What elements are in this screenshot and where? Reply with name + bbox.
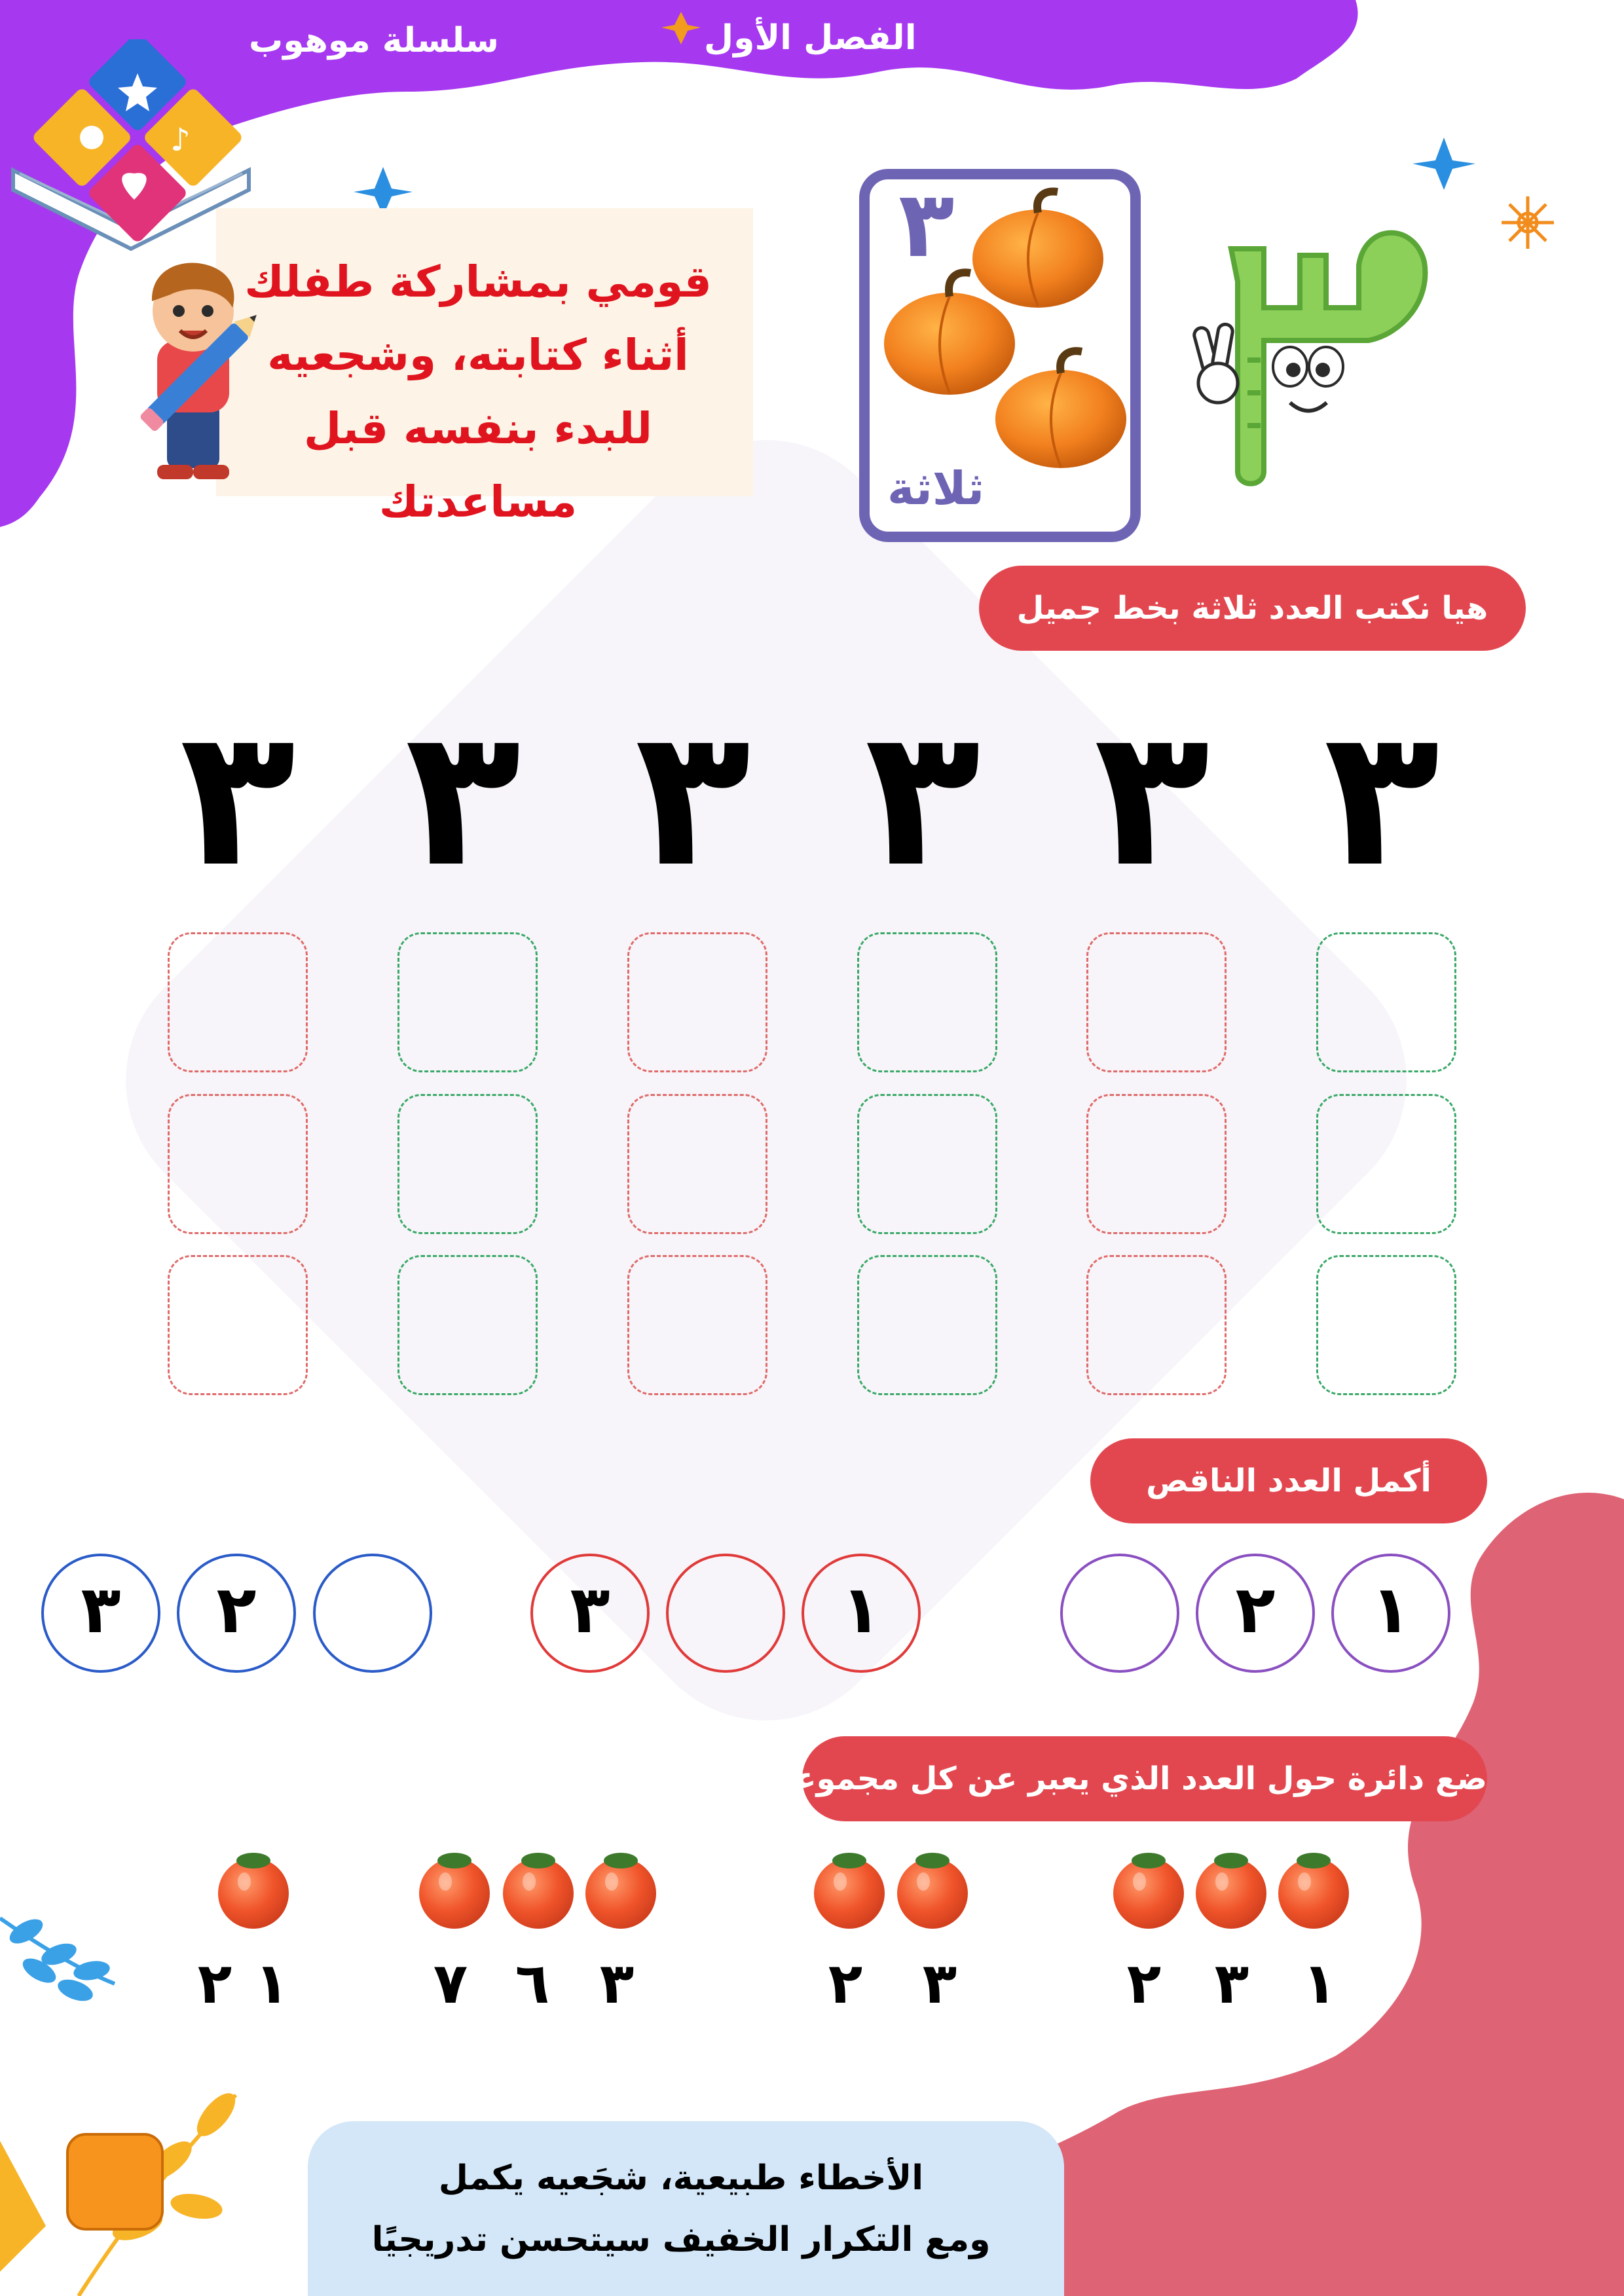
missing-number-circle[interactable] <box>313 1554 432 1673</box>
sequence-circle: ٢ <box>177 1554 296 1673</box>
answer-choice[interactable]: ٦ <box>515 1951 550 2016</box>
pumpkins-illustration <box>877 187 1139 475</box>
fruit-icon <box>218 1858 289 1929</box>
svg-text:♪: ♪ <box>170 122 191 158</box>
section-title-circle: ضع دائرة حول العدد الذي يعبر عن كل مجموعة <box>802 1736 1487 1821</box>
tracing-box[interactable] <box>627 1255 767 1395</box>
tracing-box[interactable] <box>168 1255 308 1395</box>
big-digit: ٣ <box>1094 688 1210 909</box>
fruit-icon <box>1113 1858 1184 1929</box>
number-three-character <box>1192 210 1467 491</box>
answer-choice[interactable]: ٧ <box>433 1951 468 2016</box>
tracing-box[interactable] <box>1316 932 1456 1072</box>
tracing-box[interactable] <box>627 1094 767 1234</box>
section-title-write: هيا نكتب العدد ثلاثة بخط جميل <box>979 566 1526 651</box>
big-digit: ٣ <box>864 688 981 909</box>
answer-choice[interactable]: ١ <box>1302 1951 1337 2016</box>
big-digit: ٣ <box>179 688 296 909</box>
tracing-box[interactable] <box>168 932 308 1072</box>
answer-choice[interactable]: ٢ <box>1126 1951 1162 2016</box>
sequence-circle: ٣ <box>41 1554 160 1673</box>
answer-choice[interactable]: ٣ <box>599 1951 635 2016</box>
answer-choice[interactable]: ٢ <box>828 1951 863 2016</box>
parent-note-line: للبدء بنفسه قبل مساعدتك <box>304 403 652 527</box>
tracing-box[interactable] <box>397 1094 538 1234</box>
number-card-digit: ٣ <box>898 172 955 278</box>
fruit-icon <box>1278 1858 1349 1929</box>
tracing-box[interactable] <box>397 1255 538 1395</box>
parent-note-line: أثناء كتابته، وشجعيه <box>267 330 689 380</box>
tracing-box[interactable] <box>1086 1094 1227 1234</box>
answer-choice[interactable]: ٣ <box>922 1951 957 2016</box>
series-title: سلسلة موهوب <box>249 21 499 60</box>
sequence-circle: ١ <box>1331 1554 1450 1673</box>
answer-choice[interactable]: ٢ <box>197 1951 232 2016</box>
fruit-icon <box>897 1858 968 1929</box>
fruit-icon <box>814 1858 885 1929</box>
tracing-box[interactable] <box>168 1094 308 1234</box>
answer-choice[interactable]: ٣ <box>1214 1951 1249 2016</box>
sequence-circle: ٣ <box>530 1554 650 1673</box>
footer-note-line: ومع التكرار الخفيف سيتحسن تدريجيًا <box>371 2220 991 2259</box>
fruit-icon <box>585 1858 656 1929</box>
tracing-box[interactable] <box>857 1094 997 1234</box>
tracing-box[interactable] <box>857 932 997 1072</box>
tracing-box[interactable] <box>1086 1255 1227 1395</box>
section-title-missing: أكمل العدد الناقص <box>1090 1438 1487 1523</box>
missing-number-circle[interactable] <box>1060 1554 1179 1673</box>
chapter-title: الفصل الأول <box>704 18 917 58</box>
big-digit: ٣ <box>405 688 521 909</box>
parent-note <box>236 246 720 539</box>
footer-note <box>327 2147 1035 2270</box>
missing-number-circle[interactable] <box>666 1554 785 1673</box>
sequence-circle: ١ <box>802 1554 921 1673</box>
fruit-icon <box>419 1858 490 1929</box>
tracing-box[interactable] <box>1316 1094 1456 1234</box>
footer-note-line: الأخطاء طبيعية، شجَعيه يكمل <box>438 2159 924 2198</box>
big-digit: ٣ <box>1323 688 1440 909</box>
fruit-icon <box>503 1858 574 1929</box>
tracing-box[interactable] <box>1086 932 1227 1072</box>
parent-note-line: قومي بمشاركة طفلك <box>244 257 712 307</box>
fruit-icon <box>1196 1858 1266 1929</box>
sequence-circle: ٢ <box>1196 1554 1315 1673</box>
tracing-box[interactable] <box>857 1255 997 1395</box>
number-card-word: ثلاثة <box>887 462 985 515</box>
boy-with-pencil-illustration <box>111 249 268 484</box>
big-digit: ٣ <box>635 688 751 909</box>
answer-choice[interactable]: ١ <box>254 1951 289 2016</box>
tracing-box[interactable] <box>627 932 767 1072</box>
tracing-box[interactable] <box>1316 1255 1456 1395</box>
tracing-box[interactable] <box>397 932 538 1072</box>
